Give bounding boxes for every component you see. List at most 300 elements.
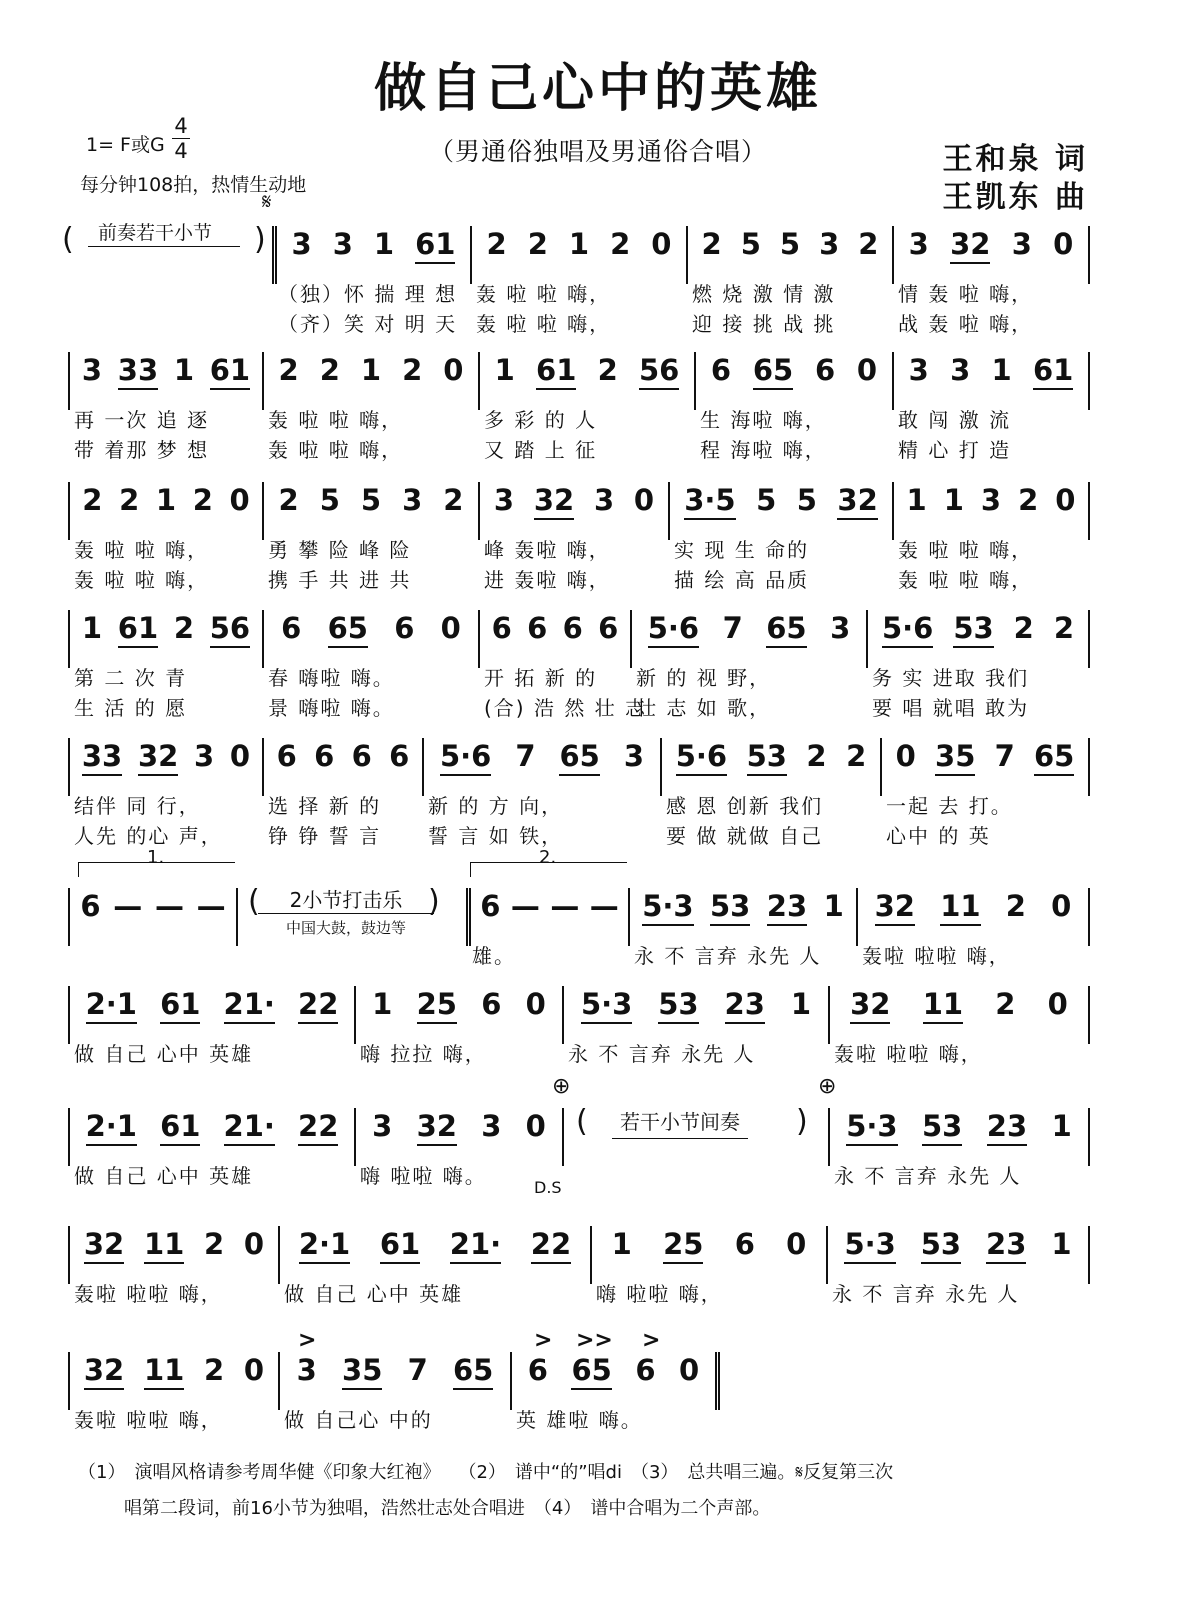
note: 6 xyxy=(389,739,410,773)
note: 6 xyxy=(281,611,302,645)
lyric-segment: 轰啦 啦啦 嗨， xyxy=(74,1408,223,1432)
note: 1 xyxy=(943,483,964,517)
note: 2·1 xyxy=(86,1108,137,1146)
measure xyxy=(68,1226,278,1284)
note: 21· xyxy=(224,986,275,1024)
lyric-segment: 又 踏 上 征 xyxy=(484,438,598,462)
note: 6 xyxy=(635,1353,656,1387)
note: 5 xyxy=(740,227,761,261)
note: 22 xyxy=(298,986,338,1024)
lyric-segment: 春 嗨啦 嗨。 xyxy=(268,666,395,690)
lyric-segment: 携 手 共 进 共 xyxy=(268,568,412,592)
measure xyxy=(478,352,694,410)
note: 23 xyxy=(987,1108,1027,1146)
tempo-marking: 每分钟108拍，热情生动地 xyxy=(80,174,307,196)
note: 53 xyxy=(747,738,787,776)
note: 0 xyxy=(1047,987,1068,1021)
note: 1 xyxy=(155,483,177,517)
note: 22 xyxy=(531,1226,571,1264)
measure xyxy=(478,482,668,540)
note: 2 xyxy=(278,353,299,387)
note: 56 xyxy=(210,610,250,648)
note: 65 xyxy=(571,1352,611,1390)
percussion-open-paren: ( xyxy=(248,884,260,919)
note: 2 xyxy=(995,987,1016,1021)
measure xyxy=(262,482,478,540)
note: 6 xyxy=(562,611,583,645)
prelude-underline xyxy=(88,246,240,247)
note: 5·3 xyxy=(581,986,632,1024)
segno-icon: 𝄋 xyxy=(262,190,272,215)
percussion-box xyxy=(258,884,434,938)
note: 61 xyxy=(415,226,455,264)
lyric-segment: 燃 烧 激 情 激 xyxy=(692,282,836,306)
lyric-segment: 新 的 视 野， xyxy=(636,666,772,690)
note: 65 xyxy=(1034,738,1074,776)
note: 3 xyxy=(291,227,312,261)
lyric-segment: 嗨 拉拉 嗨， xyxy=(360,1042,487,1066)
note: 0 xyxy=(243,1227,265,1261)
note: — xyxy=(510,889,540,923)
note: 5 xyxy=(756,483,777,517)
note: 6 xyxy=(394,611,415,645)
lyric-segment: 生 海啦 嗨， xyxy=(700,408,827,432)
note: 2 xyxy=(1013,611,1034,645)
note: 2 xyxy=(173,611,195,645)
note: 0 xyxy=(229,483,250,517)
note: 0 xyxy=(243,1353,265,1387)
accent-mark: > xyxy=(298,1328,317,1353)
note: 32 xyxy=(850,986,890,1024)
note: — xyxy=(113,889,143,923)
note: 3 xyxy=(493,483,515,517)
note: 0 xyxy=(786,1227,807,1261)
lyric-segment: 第 二 次 青 xyxy=(74,666,188,690)
note: 32 xyxy=(534,482,574,520)
lyric-segment: 永 不 言弃 永先 人 xyxy=(834,1164,1022,1188)
note: 2 xyxy=(1005,889,1026,923)
lyric-segment: 多 彩 的 人 xyxy=(484,408,598,432)
prelude-open-paren: ( xyxy=(62,222,74,257)
lyric-segment: 迎 接 挑 战 挑 xyxy=(692,312,836,336)
note: 1 xyxy=(360,353,382,387)
accent-mark: > xyxy=(534,1328,553,1353)
note: 1 xyxy=(494,353,515,387)
note: 6 xyxy=(351,739,372,773)
note: 5 xyxy=(779,227,801,261)
percussion-detail: 中国大鼓，鼓边等 xyxy=(258,913,434,938)
lyric-segment: 实 现 生 命的 xyxy=(674,538,810,562)
note: 1 xyxy=(823,889,844,923)
lyric-segment: 轰 啦 啦 嗨， xyxy=(898,538,1034,562)
accent-mark: > xyxy=(642,1328,661,1353)
note: 53 xyxy=(922,1108,962,1146)
lyric-segment: 描 绘 高 品质 xyxy=(674,568,810,592)
note: 25 xyxy=(663,1226,703,1264)
note: 2 xyxy=(858,227,879,261)
measure xyxy=(422,738,660,796)
note: 32 xyxy=(950,226,990,264)
note: 3 xyxy=(332,227,353,261)
volta-second-ending xyxy=(470,847,627,877)
note: 1 xyxy=(1051,1109,1072,1143)
note: 53 xyxy=(953,610,993,648)
time-signature xyxy=(172,114,190,163)
measure xyxy=(628,888,856,946)
accent-mark: >> xyxy=(576,1328,613,1353)
lyric-segment: 永 不 言弃 永先 人 xyxy=(568,1042,756,1066)
lyric-segment: 心中 的 英 xyxy=(886,824,991,848)
song-subtitle: （男通俗独唱及男通俗合唱） xyxy=(428,137,767,166)
volta-first-label: 1. xyxy=(147,847,165,868)
coda-icon: ⊕ xyxy=(552,1074,571,1099)
time-signature-top: 4 xyxy=(172,114,190,139)
note: — xyxy=(589,889,619,923)
note: 3 xyxy=(908,227,929,261)
note: 61 xyxy=(160,986,200,1024)
lyric-segment: 勇 攀 险 峰 险 xyxy=(268,538,412,562)
note: 32 xyxy=(138,738,178,776)
volta-second-label: 2. xyxy=(539,847,557,868)
lyric-segment: 英 雄啦 嗨。 xyxy=(516,1408,643,1432)
note: 1 xyxy=(568,227,590,261)
lyric-segment: 轰 啦 啦 嗨， xyxy=(476,312,612,336)
interlude-label: 若干小节间奏 xyxy=(612,1106,748,1139)
note: 65 xyxy=(559,738,599,776)
lyric-segment: 轰 啦 啦 嗨， xyxy=(476,282,612,306)
note: 53 xyxy=(921,1226,961,1264)
lyric-segment: 壮 志 如 歌， xyxy=(636,696,772,720)
lyric-segment: 情 轰 啦 嗨， xyxy=(898,282,1034,306)
measure xyxy=(590,1226,826,1284)
note: 6 xyxy=(491,611,512,645)
lyric-segment: 带 着那 梦 想 xyxy=(74,438,210,462)
note: 5·6 xyxy=(648,610,699,648)
note: 22 xyxy=(298,1108,338,1146)
note: 7 xyxy=(722,611,743,645)
note: 61 xyxy=(160,1108,200,1146)
lyric-segment: 轰 啦 啦 嗨， xyxy=(74,538,210,562)
lyric-segment: 生 活 的 愿 xyxy=(74,696,188,720)
note: 5·6 xyxy=(440,738,491,776)
note: 2 xyxy=(846,739,867,773)
note: 3·5 xyxy=(684,482,735,520)
note: 0 xyxy=(229,739,251,773)
note: 53 xyxy=(658,986,698,1024)
note: 6 xyxy=(710,353,732,387)
note: 21· xyxy=(224,1108,275,1146)
song-title: 做自己心中的英雄 xyxy=(373,59,822,119)
percussion-close-paren: ) xyxy=(428,884,440,919)
lyric-segment: 景 嗨啦 嗨。 xyxy=(268,696,395,720)
note: 0 xyxy=(856,353,878,387)
note: 7 xyxy=(994,739,1015,773)
measure xyxy=(510,1352,720,1410)
note: 7 xyxy=(515,739,536,773)
note: 6 xyxy=(598,611,619,645)
measure xyxy=(278,1226,590,1284)
note: 61 xyxy=(1033,352,1073,390)
lyric-segment: 一起 去 打。 xyxy=(886,794,1013,818)
lyric-segment: 轰 啦 啦 嗨， xyxy=(268,408,404,432)
note: 3 xyxy=(1011,227,1032,261)
note: — xyxy=(154,889,184,923)
note: 25 xyxy=(417,986,457,1024)
note: 11 xyxy=(923,986,963,1024)
note: 0 xyxy=(633,483,655,517)
coda-icon-second: ⊕ xyxy=(818,1074,837,1099)
measure xyxy=(866,610,1090,668)
note: 1 xyxy=(611,1227,632,1261)
note: 6 xyxy=(527,611,548,645)
note: 23 xyxy=(986,1226,1026,1264)
note: 5·3 xyxy=(844,1226,895,1264)
note: 3 xyxy=(819,227,840,261)
measure xyxy=(660,738,880,796)
note: 3 xyxy=(593,483,615,517)
note: 23 xyxy=(725,986,765,1024)
lyric-segment: 誓 言 如 铁， xyxy=(428,824,564,848)
measure xyxy=(278,1352,510,1410)
lyric-segment: 人先 的心 声， xyxy=(74,824,223,848)
note: 1 xyxy=(906,483,927,517)
note: 2 xyxy=(486,227,507,261)
lyric-segment: （独）怀 揣 理 想 xyxy=(278,282,458,306)
note: 61 xyxy=(210,352,250,390)
lyric-segment: 轰啦 啦啦 嗨， xyxy=(834,1042,983,1066)
note: 3 xyxy=(402,483,423,517)
note: 21· xyxy=(450,1226,501,1264)
lyric-segment: 做 自己 心中 英雄 xyxy=(284,1282,464,1306)
measure xyxy=(354,1108,562,1166)
lyric-segment: 结伴 同 行， xyxy=(74,794,201,818)
note: 3 xyxy=(81,353,103,387)
note: 35 xyxy=(935,738,975,776)
note: 3 xyxy=(372,1109,393,1143)
note: 65 xyxy=(766,610,806,648)
note: 2·1 xyxy=(86,986,137,1024)
measure xyxy=(856,888,1090,946)
measure xyxy=(354,986,562,1044)
lyric-segment: 铮 铮 誓 言 xyxy=(268,824,382,848)
lyric-segment: 敢 闯 激 流 xyxy=(898,408,1012,432)
note: 6 xyxy=(734,1227,755,1261)
lyric-segment: 轰啦 啦啦 嗨， xyxy=(862,944,1011,968)
note: — xyxy=(550,889,580,923)
measure xyxy=(694,352,892,410)
note: 1 xyxy=(372,987,393,1021)
lyric-segment: 雄。 xyxy=(472,944,516,968)
note: 6 xyxy=(314,739,335,773)
measure xyxy=(686,226,892,284)
note: 2 xyxy=(597,353,618,387)
measure xyxy=(892,352,1090,410)
measure xyxy=(880,738,1090,796)
lyric-segment: 战 轰 啦 嗨， xyxy=(898,312,1034,336)
note: 7 xyxy=(407,1353,428,1387)
note: 1 xyxy=(81,611,103,645)
note: 2 xyxy=(119,483,140,517)
measure xyxy=(892,226,1090,284)
note: 0 xyxy=(895,739,916,773)
note: 11 xyxy=(940,888,980,926)
composer: 王凯东 曲 xyxy=(942,180,1088,215)
note: — xyxy=(196,889,226,923)
lyric-segment: （齐）笑 对 明 天 xyxy=(278,312,458,336)
note: 5·3 xyxy=(846,1108,897,1146)
note: 0 xyxy=(443,353,464,387)
ds-marking: D.S xyxy=(534,1178,562,1197)
lyric-segment: 务 实 进取 我们 xyxy=(872,666,1030,690)
note: 2 xyxy=(204,1353,225,1387)
measure xyxy=(466,888,628,946)
note: 2 xyxy=(278,483,299,517)
lyric-segment: 开 拓 新 的 xyxy=(484,666,598,690)
note: 3 xyxy=(194,739,215,773)
lyric-segment: 程 海啦 嗨， xyxy=(700,438,827,462)
note: 5 xyxy=(360,483,382,517)
note: 5 xyxy=(796,483,817,517)
note: 5·3 xyxy=(642,888,693,926)
note: 11 xyxy=(144,1352,184,1390)
note: 61 xyxy=(380,1226,420,1264)
measure xyxy=(68,1352,278,1410)
note: 3 xyxy=(623,739,644,773)
note: 33 xyxy=(82,738,122,776)
measure xyxy=(262,352,478,410)
note: 0 xyxy=(1051,889,1072,923)
note: 33 xyxy=(118,352,158,390)
volta-first-ending xyxy=(78,847,235,877)
measure xyxy=(68,352,262,410)
lyric-segment: 做 自己 心中 英雄 xyxy=(74,1164,254,1188)
note: 0 xyxy=(1055,483,1076,517)
note: 1 xyxy=(790,987,811,1021)
measure xyxy=(262,610,478,668)
note: 11 xyxy=(144,1226,184,1264)
measure xyxy=(828,1108,1090,1166)
measure xyxy=(68,888,236,946)
note: 0 xyxy=(525,987,546,1021)
lyric-segment: 嗨 啦啦 嗨， xyxy=(596,1282,723,1306)
lyric-segment: 新 的 方 向， xyxy=(428,794,564,818)
note: 0 xyxy=(1053,227,1074,261)
lyric-segment: (合) 浩 然 壮 志 xyxy=(484,696,648,720)
note: 5 xyxy=(319,483,340,517)
note: 65 xyxy=(753,352,793,390)
note: 1 xyxy=(173,353,195,387)
note: 32 xyxy=(84,1352,124,1390)
lyric-segment: 轰 啦 啦 嗨， xyxy=(898,568,1034,592)
interlude-open-paren: ( xyxy=(576,1104,588,1139)
note: 56 xyxy=(639,352,679,390)
note: 2·1 xyxy=(299,1226,350,1264)
note: 3 xyxy=(908,353,929,387)
measure xyxy=(68,482,262,540)
note: 2 xyxy=(806,739,827,773)
note: 2 xyxy=(402,353,423,387)
note: 2 xyxy=(443,483,464,517)
prelude-label: 前奏若干小节 xyxy=(98,222,213,244)
note: 2 xyxy=(1018,483,1039,517)
lyricist: 王和泉 词 xyxy=(942,142,1088,177)
lyric-segment: 要 唱 就唱 敢为 xyxy=(872,696,1030,720)
measure xyxy=(68,986,354,1044)
measure xyxy=(828,986,1090,1044)
note: 1 xyxy=(373,227,395,261)
note: 32 xyxy=(875,888,915,926)
note: 0 xyxy=(651,227,672,261)
note: 23 xyxy=(767,888,807,926)
note: 1 xyxy=(1051,1227,1072,1261)
note: 61 xyxy=(536,352,576,390)
note: 32 xyxy=(837,482,877,520)
lyric-segment: 永 不 言弃 永先 人 xyxy=(634,944,822,968)
lyric-segment: 要 做 就做 自己 xyxy=(666,824,824,848)
note: 6 xyxy=(814,353,836,387)
note: 32 xyxy=(417,1108,457,1146)
key-signature: 1= F或G xyxy=(86,134,165,156)
note: 2 xyxy=(319,353,340,387)
note: 2 xyxy=(610,227,631,261)
lyric-segment: 轰啦 啦啦 嗨， xyxy=(74,1282,223,1306)
note: 6 xyxy=(527,1353,548,1387)
note: 0 xyxy=(440,611,461,645)
note: 65 xyxy=(453,1352,493,1390)
note: 2 xyxy=(1053,611,1074,645)
lyric-segment: 轰 啦 啦 嗨， xyxy=(268,438,404,462)
note: 6 xyxy=(481,987,502,1021)
note: 3 xyxy=(980,483,1002,517)
note: 3 xyxy=(296,1353,317,1387)
lyric-segment: 精 心 打 造 xyxy=(898,438,1012,462)
lyric-segment: 嗨 啦啦 嗨。 xyxy=(360,1164,487,1188)
note: 61 xyxy=(118,610,158,648)
lyric-segment: 感 恩 创新 我们 xyxy=(666,794,824,818)
note: 6 xyxy=(80,889,101,923)
measure xyxy=(826,1226,1090,1284)
footnote-line-2: 唱第二段词，前16小节为独唱，浩然壮志处合唱进 （4） 谱中合唱为二个声部。 xyxy=(124,1498,771,1519)
measure xyxy=(68,738,262,796)
interlude-close-paren: ) xyxy=(796,1104,808,1139)
note: 53 xyxy=(710,888,750,926)
measure xyxy=(630,610,866,668)
lyric-segment: 做 自己心 中的 xyxy=(284,1408,433,1432)
lyric-segment: 永 不 言弃 永先 人 xyxy=(832,1282,1020,1306)
note: 6 xyxy=(480,889,501,923)
note: 3 xyxy=(830,611,851,645)
measure xyxy=(892,482,1090,540)
note: 32 xyxy=(84,1226,124,1264)
note: 1 xyxy=(991,353,1012,387)
lyric-segment: 进 轰啦 嗨， xyxy=(484,568,611,592)
note: 5·6 xyxy=(676,738,727,776)
lyric-segment: 峰 轰啦 嗨， xyxy=(484,538,611,562)
footnote-line-1: （1） 演唱风格请参考周华健《印象大红袍》 （2） 谱中“的”唱di （3） 总共唱三遍。𝄋反复第三次 xyxy=(78,1462,894,1483)
time-signature-bottom: 4 xyxy=(174,139,188,163)
note: 3 xyxy=(481,1109,502,1143)
note: 2 xyxy=(701,227,722,261)
note: 2 xyxy=(204,1227,225,1261)
lyric-segment: 轰 啦 啦 嗨， xyxy=(74,568,210,592)
lyric-segment: 再 一次 追 逐 xyxy=(74,408,210,432)
lyric-segment: 做 自己 心中 英雄 xyxy=(74,1042,254,1066)
measure xyxy=(562,986,828,1044)
measure xyxy=(272,226,470,284)
percussion-title: 2小节打击乐 xyxy=(289,888,403,912)
note: 2 xyxy=(527,227,548,261)
note: 65 xyxy=(328,610,368,648)
